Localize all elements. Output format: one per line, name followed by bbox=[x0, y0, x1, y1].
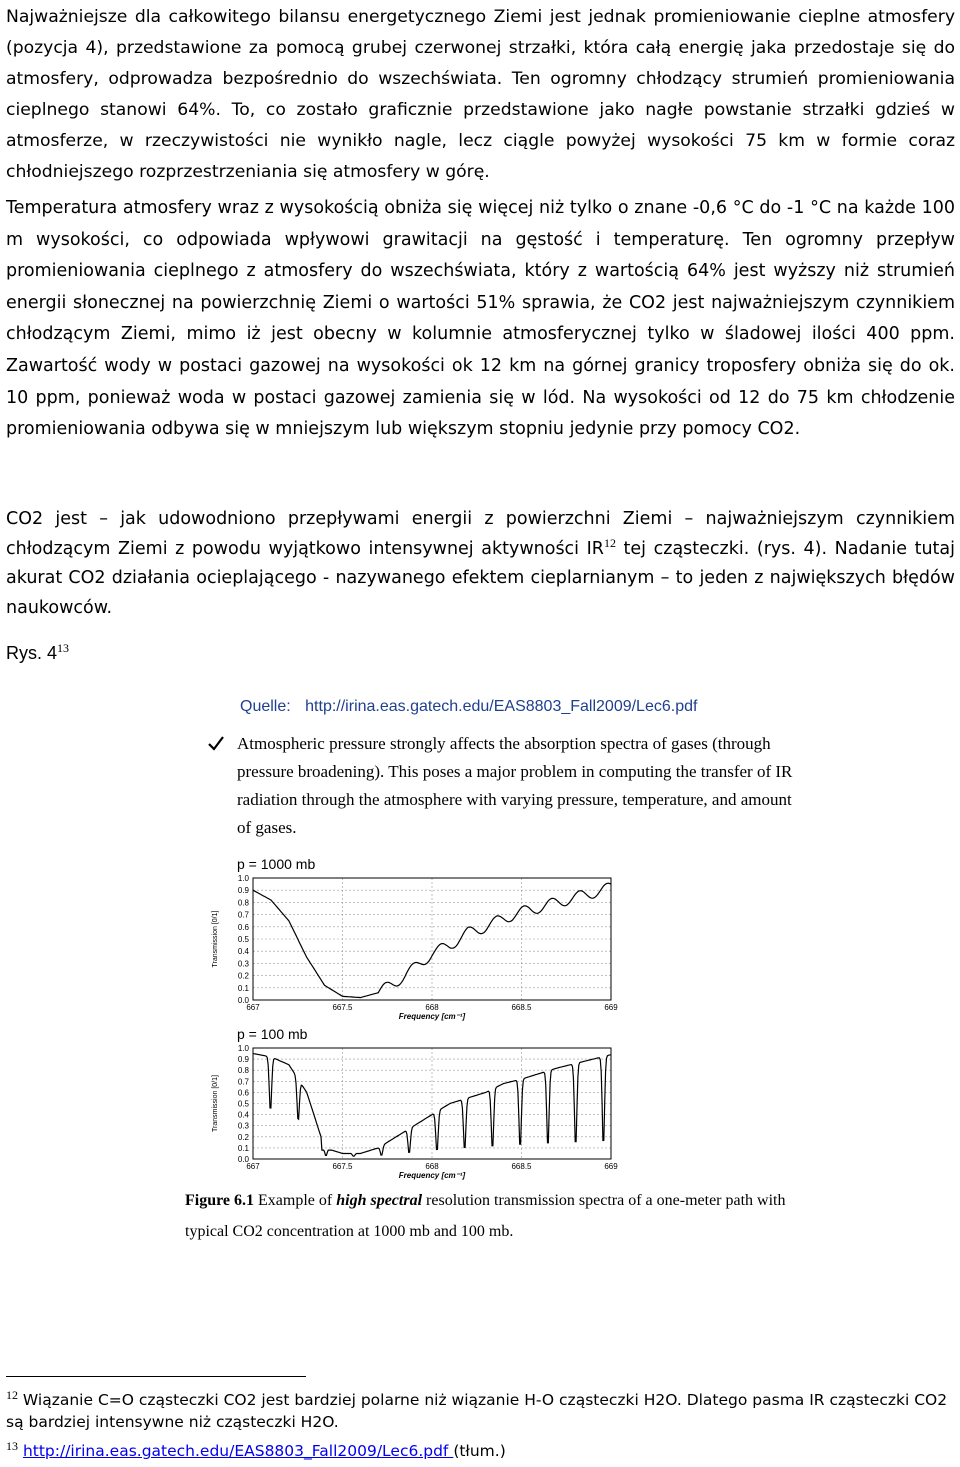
y-tick-label: 0.7 bbox=[237, 910, 249, 920]
caption-text-a: Example of bbox=[254, 1192, 337, 1209]
footnote-13-number: 13 bbox=[6, 1438, 18, 1453]
y-tick-label: 0.9 bbox=[237, 886, 249, 896]
paragraph-1: Najważniejsze dla całkowitego bilansu energetycznego Ziemi jest jednak promieniowanie cieplne atmosfery (pozycja 4), przedstawione za pomocą grubej czerwonej strzałki, która całą energię jaka przedostaje się do atmosfery, odprowadza bezpośrednio do wszechświata. Ten ogromny chłodzący strumień promieniowania cieplnego stanowi 64%. To, co zostało graficznie przedstawione jako nagłe powstanie strzałki gdzieś w atmosferze, w rzeczywistości nie wynikło nagle, lecz ciągle powyżej wysokości 75 km w formie coraz chłodniejszego rozprzestrzeniania się atmosfery w górę. bbox=[6, 7, 955, 182]
y-axis-label: Transmission [0/1] bbox=[212, 1075, 219, 1132]
footnote-12 bbox=[6, 1389, 955, 1433]
y-tick-label: 1.0 bbox=[237, 1044, 249, 1053]
x-axis-label: Frequency [cm⁻¹] bbox=[398, 1012, 466, 1021]
footnote-12-text: Wiązanie C=O cząsteczki CO2 jest bardziej polarne niż wiązanie H-O cząsteczki H2O. Dlatego pasma IR cząsteczki CO2 są bardziej intensywne niż cząsteczki H2O. bbox=[6, 1391, 948, 1431]
plot1-chart bbox=[205, 874, 625, 1022]
x-tick-label: 668.5 bbox=[511, 1162, 532, 1171]
checkmark-icon bbox=[207, 734, 225, 752]
footnote-13 bbox=[6, 1440, 955, 1462]
x-tick-label: 667.5 bbox=[332, 1162, 353, 1171]
x-tick-label: 669 bbox=[604, 1162, 618, 1171]
caption-emphasis: high spectral bbox=[336, 1192, 423, 1209]
y-tick-label: 0.2 bbox=[237, 1132, 249, 1142]
y-tick-label: 0.3 bbox=[237, 959, 249, 969]
y-tick-label: 1.0 bbox=[237, 874, 249, 883]
paragraph-2: Temperatura atmosfery wraz z wysokością obniża się więcej niż tylko o znane -0,6 °C do -1 °C na każde 100 m wysokości, co odpowiada wpływowi grawitacji na gęstość i temperaturę. Ten ogromny przepływ promieniowania cieplnego z atmosfery do wszechświata, który z wartością 64% jest wyższy niż strumień energii słonecznej na powierzchnię Ziemi o wartości 51% sprawia, że CO2 jest najważniejszym czynnikiem chłodzącym Ziemi, mimo iż jest obecny w kolumnie atmosferycznej tylko w śladowej ilości 400 ppm. Zawartość wody w postaci gazowej na wysokości ok 12 km na górnej granicy troposfery obniża się do ok. 10 ppm, ponieważ woda w postaci gazowej zamienia się w lód. Na wysokości od 12 do 75 km chłodzenie promieniowania odbywa się w mniejszym lub większym stopniu jedynie przy pomocy CO2. bbox=[6, 198, 955, 440]
caption-text-b: resolution transmission spectra of a one-meter path with typical CO2 concentration at 1000 mb and 100 mb. bbox=[185, 1192, 786, 1240]
x-tick-label: 668.5 bbox=[511, 1003, 532, 1012]
source-url: http://irina.eas.gatech.edu/EAS8803_Fall2009/Lec6.pdf bbox=[305, 698, 698, 715]
footnote-separator bbox=[6, 1376, 306, 1377]
x-tick-label: 667 bbox=[246, 1003, 260, 1012]
footnote-12-number: 12 bbox=[6, 1387, 18, 1402]
figure-source bbox=[240, 698, 697, 716]
y-tick-label: 0.0 bbox=[237, 1155, 249, 1164]
y-tick-label: 0.8 bbox=[237, 898, 249, 908]
plot1-title: p = 1000 mb bbox=[237, 856, 316, 872]
x-tick-label: 667 bbox=[246, 1162, 260, 1171]
figure-caption bbox=[185, 1185, 805, 1247]
footnote-13-suffix: (tłum.) bbox=[453, 1442, 506, 1460]
y-tick-label: 0.4 bbox=[237, 1110, 249, 1120]
y-tick-label: 0.5 bbox=[237, 1099, 249, 1109]
footnote-ref-12[interactable]: 12 bbox=[603, 535, 616, 550]
paragraph-3 bbox=[6, 505, 955, 623]
transmission-line bbox=[253, 883, 611, 997]
y-tick-label: 0.0 bbox=[237, 996, 249, 1005]
y-tick-label: 0.1 bbox=[237, 1143, 249, 1153]
x-axis-label: Frequency [cm⁻¹] bbox=[398, 1171, 466, 1180]
y-tick-label: 0.7 bbox=[237, 1077, 249, 1087]
footnote-ref-13[interactable]: 13 bbox=[57, 641, 70, 655]
x-tick-label: 669 bbox=[604, 1003, 618, 1012]
y-tick-label: 0.1 bbox=[237, 983, 249, 993]
paragraph-3-text-a: CO2 jest – jak udowodniono przepływami energii z powierzchni Ziemi – najważniejszym czynnikiem chłodzącym Ziemi z powodu wyjątkowo intensywnej aktywności IR bbox=[6, 509, 955, 559]
y-tick-label: 0.2 bbox=[237, 971, 249, 981]
y-tick-label: 0.4 bbox=[237, 947, 249, 957]
footnote-13-link[interactable]: http://irina.eas.gatech.edu/EAS8803_Fall2009/Lec6.pdf bbox=[22, 1442, 454, 1460]
x-tick-label: 668 bbox=[425, 1162, 439, 1171]
figure-image bbox=[185, 698, 805, 1243]
y-tick-label: 0.8 bbox=[237, 1066, 249, 1076]
paragraph-3-text-b: tej cząsteczki. (rys. 4). Nadanie tutaj akurat CO2 działania ocieplającego - nazywanego efektem cieplarnianym – to jeden z największych błędów naukowców. bbox=[6, 538, 955, 618]
y-tick-label: 0.6 bbox=[237, 1088, 249, 1098]
x-tick-label: 668 bbox=[425, 1003, 439, 1012]
bullet-text: Atmospheric pressure strongly affects the absorption spectra of gases (through pressure broadening). This poses a major problem in computing the transfer of IR radiation through the atmosphere with varying pressure, temperature, and amount of gases. bbox=[237, 734, 793, 837]
y-tick-label: 0.9 bbox=[237, 1055, 249, 1065]
figure-label: Rys. 4 bbox=[6, 643, 58, 663]
x-tick-label: 667.5 bbox=[332, 1003, 353, 1012]
source-label: Quelle: bbox=[240, 698, 291, 715]
caption-figure-number: Figure 6.1 bbox=[185, 1192, 255, 1209]
y-tick-label: 0.3 bbox=[237, 1121, 249, 1131]
plot2-title: p = 100 mb bbox=[237, 1026, 308, 1042]
y-tick-label: 0.6 bbox=[237, 922, 249, 932]
y-axis-label: Transmission [0/1] bbox=[212, 910, 219, 968]
figure-reference bbox=[6, 643, 69, 664]
plot2-chart bbox=[205, 1044, 625, 1181]
y-tick-label: 0.5 bbox=[237, 935, 249, 944]
